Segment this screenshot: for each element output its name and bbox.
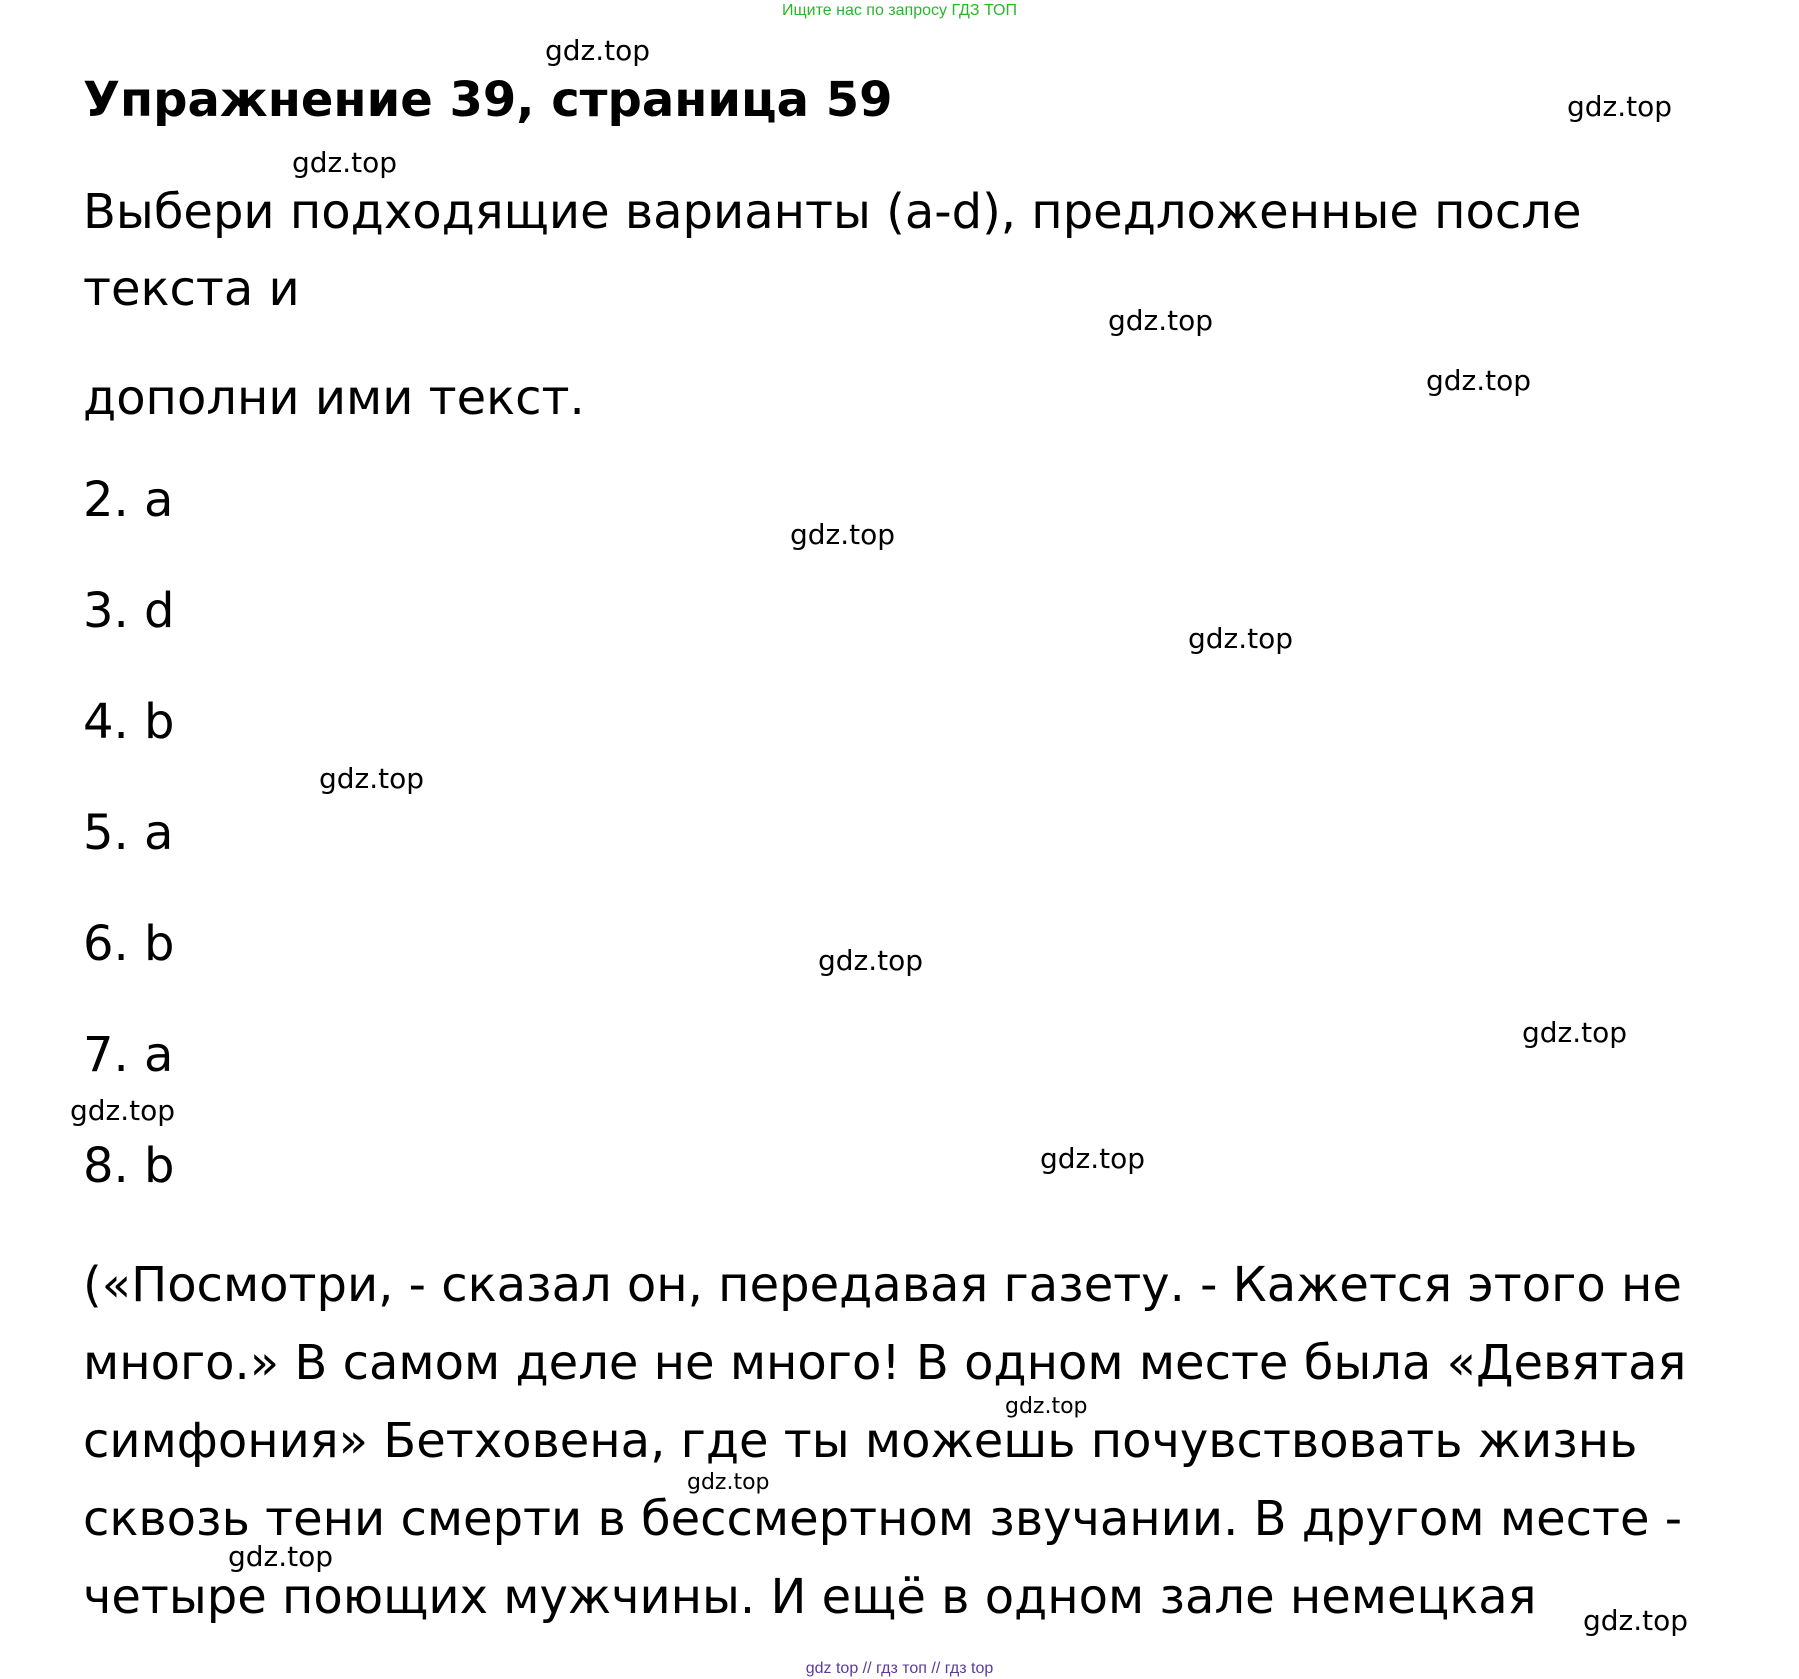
watermark: gdz.top — [228, 1540, 334, 1573]
passage-text: («Посмотри, - сказал он, передавая газету. - Кажется этого не много.» В самом деле не много! В одном месте была «Девятая симфония» Бетховена, где ты можешь почувствовать жизнь сквозь тени смерти в бессмертном звучании. В другом месте - четыре поющих мужчины. И ещё в одном зале немецкая — [83, 1257, 1687, 1625]
footer-link-gdz-top[interactable]: gdz top — [805, 1660, 859, 1677]
answer-item: 2. a — [83, 472, 174, 528]
answer-item: 4. b — [83, 694, 175, 750]
answer-item: 7. a — [83, 1027, 174, 1083]
exercise-instruction: Выбери подходящие варианты (a-d), предложенные после текста и — [83, 184, 1582, 317]
watermark: gdz.top — [1188, 622, 1294, 655]
watermark: gdz.top — [790, 518, 896, 551]
footer-separator: // — [931, 1660, 941, 1677]
watermark: gdz.top — [1426, 364, 1532, 397]
watermark: gdz.top — [1040, 1142, 1146, 1175]
watermark: gdz.top — [319, 762, 425, 795]
watermark: gdz.top — [1522, 1016, 1628, 1049]
footer — [0, 1660, 1799, 1678]
watermark: gdz.top — [1108, 304, 1214, 337]
answer-item: 3. d — [83, 583, 175, 639]
answer-item: 5. a — [83, 805, 174, 861]
footer-link-gdz-top-mixed[interactable]: гдз top — [944, 1660, 994, 1677]
answer-item: 8. b — [83, 1138, 175, 1194]
footer-link-gdz-top-ru[interactable]: гдз топ — [876, 1660, 927, 1677]
watermark: gdz.top — [818, 944, 924, 977]
answer-item: 6. b — [83, 916, 175, 972]
exercise-instruction-continued: дополни ими текст. — [83, 370, 585, 426]
page-title: Упражнение 39, страница 59 — [83, 72, 893, 128]
top-banner: Ищите нас по запросу ГДЗ ТОП — [782, 2, 1017, 19]
watermark: gdz.top — [1583, 1604, 1689, 1637]
watermark: gdz.top — [1005, 1394, 1088, 1419]
answer-list — [83, 470, 175, 1247]
watermark: gdz.top — [292, 146, 398, 179]
watermark: gdz.top — [1567, 90, 1673, 123]
footer-separator: // — [862, 1660, 872, 1677]
watermark: gdz.top — [545, 34, 651, 67]
watermark: gdz.top — [70, 1094, 176, 1127]
watermark: gdz.top — [687, 1470, 770, 1495]
